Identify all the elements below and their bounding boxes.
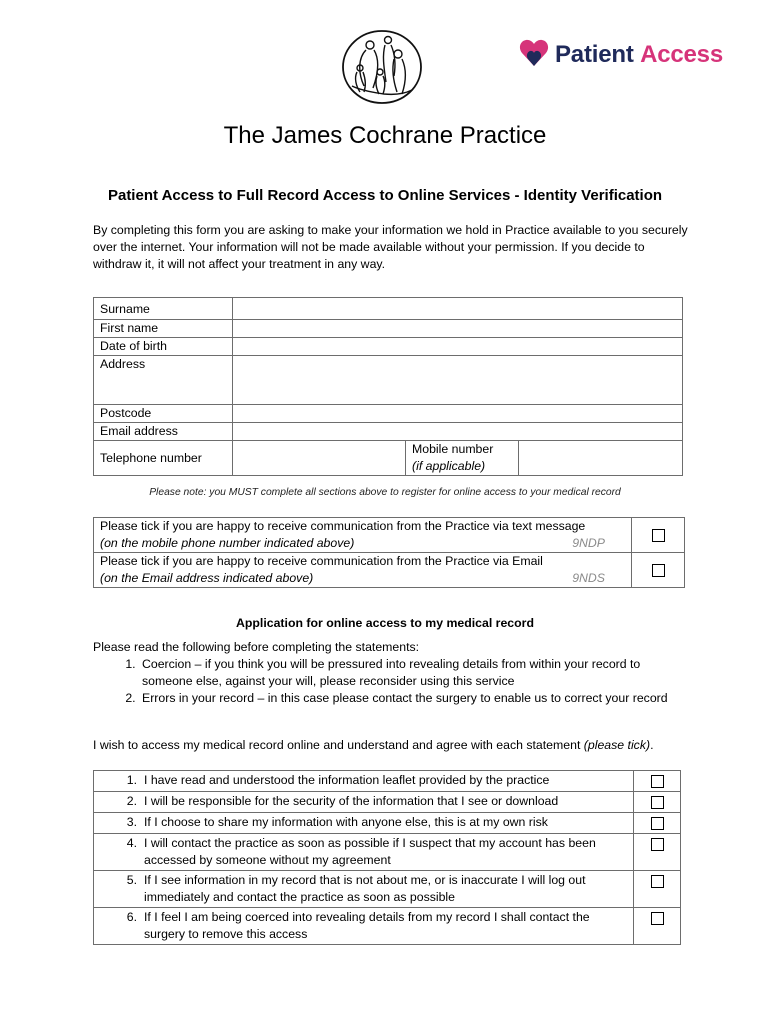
statement-1-checkbox[interactable]: [651, 775, 664, 788]
patient-access-brand: [519, 40, 723, 70]
postcode-label: Postcode: [94, 405, 233, 423]
statement-text: I will contact the practice as soon as possible if I suspect that my account has been accessed by someone without my agreement: [143, 834, 634, 871]
read-item-coercion: 1. Coercion – if you think you will be pressured into revealing details from within your record to someone else, against your will, please reconsider using this service: [139, 656, 693, 690]
mobile-label-note: (if applicable): [412, 459, 486, 473]
practice-logo: [340, 28, 424, 106]
consent-email-line1: Please tick if you are happy to receive communication from the Practice via Email: [100, 554, 543, 568]
read-list: [93, 656, 693, 707]
consent-sms-line1: Please tick if you are happy to receive communication from the Practice via text message: [100, 519, 586, 533]
wish-statement: [93, 737, 673, 754]
statement-row: [94, 908, 681, 945]
application-title: Application for online access to my medical record: [236, 616, 534, 630]
registration-note: Please note: you MUST complete all sections above to register for online access to your medical record: [149, 487, 621, 498]
statement-text: If I feel I am being coerced into revealing details from my record I shall contact the surgery to remove this access: [143, 908, 634, 945]
email-label: Email address: [94, 423, 233, 441]
first-name-field[interactable]: [233, 320, 683, 338]
sms-consent-checkbox[interactable]: [652, 529, 665, 542]
consent-email-text: [94, 553, 632, 588]
statement-text: If I see information in my record that is not about me, or is inaccurate I will log out immediately and contact the practice as soon as possible: [143, 871, 634, 908]
wish-italic: (please tick): [583, 738, 651, 752]
statement-2-checkbox[interactable]: [651, 796, 664, 809]
statement-6-checkbox[interactable]: [651, 912, 664, 925]
statement-text: If I choose to share my information with anyone else, this is at my own risk: [143, 813, 634, 834]
statement-row: [94, 771, 681, 792]
wish-text: I wish to access my medical record online and understand and agree with each statement: [93, 738, 584, 752]
first-name-label: First name: [94, 320, 233, 338]
statements-table: [93, 770, 681, 945]
patient-details-table: [93, 297, 683, 476]
statement-number: 1.: [94, 771, 144, 792]
communication-consent-table: [93, 517, 685, 588]
statement-number: 5.: [94, 871, 144, 908]
mobile-label-text: Mobile number: [412, 442, 494, 456]
surname-label: Surname: [94, 298, 233, 320]
statement-text: I will be responsible for the security of the information that I see or download: [143, 792, 634, 813]
email-consent-checkbox[interactable]: [652, 564, 665, 577]
heart-icon: [519, 39, 549, 72]
wish-end: .: [650, 738, 654, 752]
statement-number: 3.: [94, 813, 144, 834]
postcode-field[interactable]: [233, 405, 683, 423]
read-item-errors: 2. Errors in your record – in this case please contact the surgery to enable us to correct your record: [139, 690, 693, 707]
statement-3-checkbox[interactable]: [651, 817, 664, 830]
statement-row: [94, 792, 681, 813]
statement-4-checkbox[interactable]: [651, 838, 664, 851]
consent-email-line2: (on the Email address indicated above): [100, 571, 314, 585]
form-title: Patient Access to Full Record Access to Online Services - Identity Verification: [107, 187, 663, 204]
brand-word-patient: Patient: [555, 41, 634, 68]
consent-sms-text: [94, 518, 632, 553]
statement-row: [94, 871, 681, 908]
read-section: [93, 639, 693, 707]
surname-field[interactable]: [233, 298, 683, 320]
mobile-field[interactable]: [519, 441, 683, 476]
statement-number: 2.: [94, 792, 144, 813]
dob-label: Date of birth: [94, 338, 233, 356]
address-field[interactable]: [233, 356, 683, 405]
statement-number: 4.: [94, 834, 144, 871]
telephone-label: Telephone number: [94, 441, 233, 476]
statement-row: [94, 813, 681, 834]
consent-sms-code: 9NDP: [572, 536, 605, 550]
read-intro: Please read the following before completing the statements:: [93, 640, 420, 654]
consent-email-code: 9NDS: [572, 571, 605, 585]
statement-text: I have read and understood the information leaflet provided by the practice: [143, 771, 634, 792]
consent-sms-line2: (on the mobile phone number indicated above): [100, 536, 355, 550]
practice-name: The James Cochrane Practice: [223, 122, 547, 149]
statement-number: 6.: [94, 908, 144, 945]
statement-row: [94, 834, 681, 871]
email-field[interactable]: [233, 423, 683, 441]
address-label: Address: [94, 356, 233, 405]
brand-name: [555, 41, 723, 69]
brand-word-access: Access: [640, 41, 723, 68]
statement-5-checkbox[interactable]: [651, 875, 664, 888]
dob-field[interactable]: [233, 338, 683, 356]
mobile-label: [406, 441, 519, 476]
telephone-field[interactable]: [233, 441, 406, 476]
intro-paragraph: By completing this form you are asking to make your information we hold in Practice available to you securely over the internet. Your information will not be made available without your permission. If you decide to withdraw it, it will not affect your treatment in any way.: [93, 223, 688, 271]
